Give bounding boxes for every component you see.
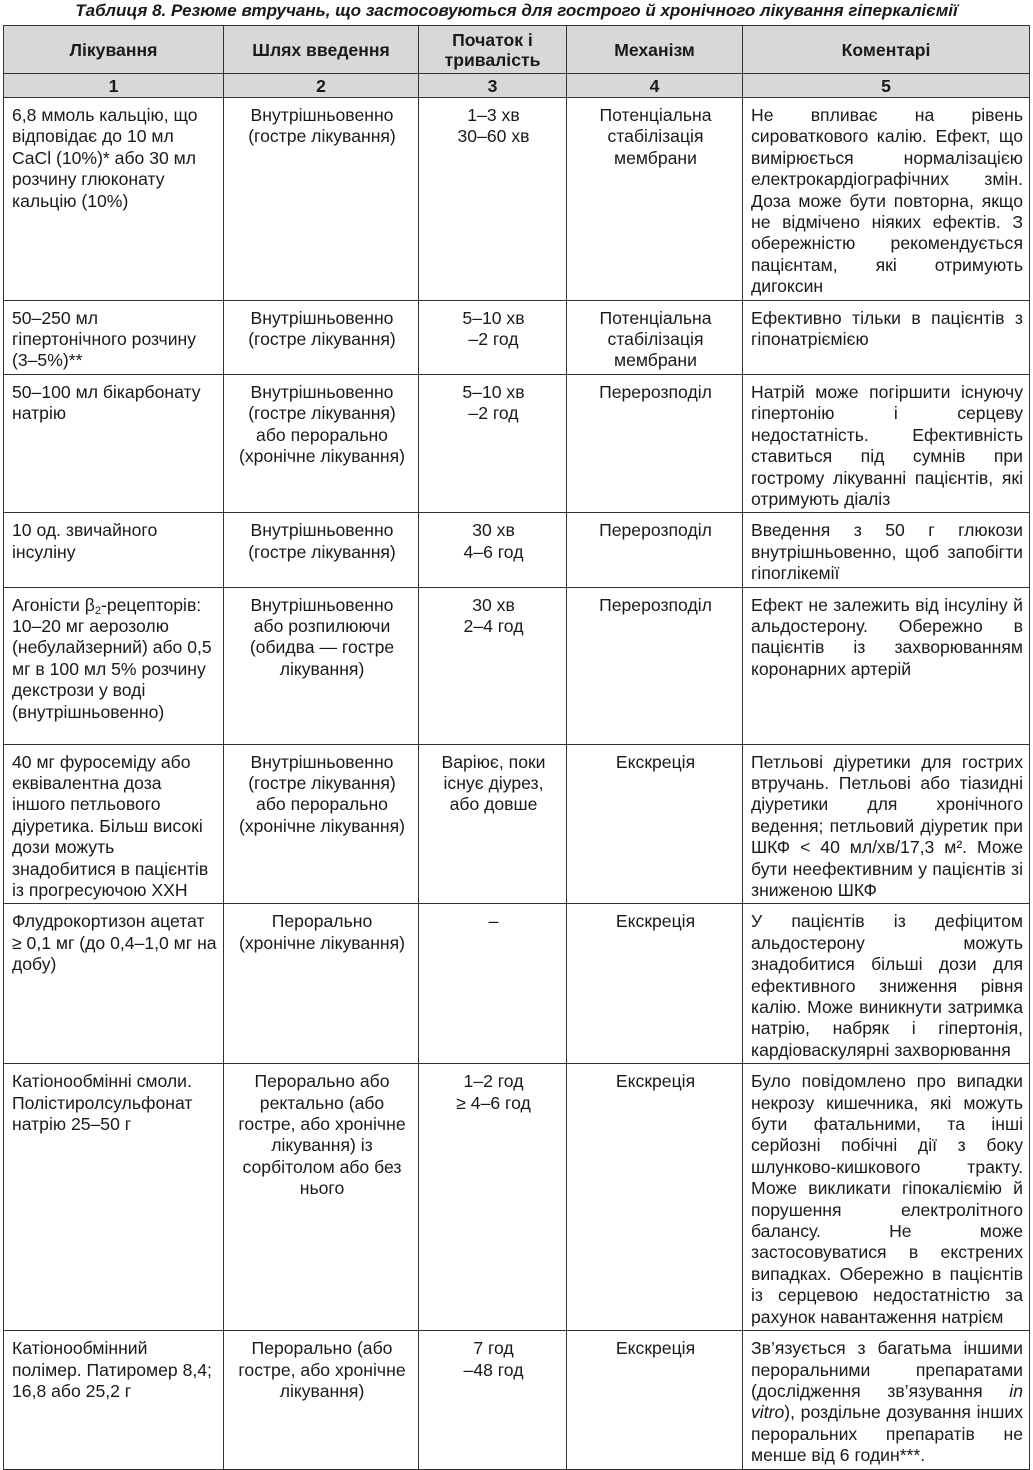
cell-mechanism: Перерозподіл [567,587,743,744]
header-treatment: Лікування [4,26,224,74]
treatment-text: Агоністи β [12,594,95,615]
cell-comment: У пацієнтів із дефіцитом альдостерону можуть знадобитися більші дози для ефективного зниження рівня калію. Може виникнути затримка натрію, набряк і гіпертонія, кардіоваскулярні захворювання [743,904,1030,1064]
cell-comment: Петльові діуретики для гострих втручань. Петльові або тіазидні діуретики для хронічного ведення; петльовий діуретик при ШКФ < 40 мл/хв/17,3 м². Може бути неефективним у пацієнтів зі зниженою ШКФ [743,744,1030,904]
header-mechanism: Механізм [567,26,743,74]
cell-route: Перорально (хронічне лікування) [224,904,419,1064]
cell-onset: 1–2 год ≥ 4–6 год [419,1064,567,1331]
cell-onset: 30 хв 2–4 год [419,587,567,744]
cell-comment: Не впливає на рівень сироваткового калію. Ефект, що вимірюється нормалізацією електрокардіографічних змін. Доза може бути повторна, якщо не відмічено ніяких ефектів. З обережністю рекомендується пацієнтам, які отримують дигоксин [743,98,1030,301]
cell-onset: Варіює, поки існує діурез, або довше [419,744,567,904]
cell-route: Перорально або ректально (або гостре, або хронічне лікування) із сорбітолом або без нього [224,1064,419,1331]
subscript: 2 [94,604,101,617]
column-number: 3 [419,74,567,98]
cell-comment: Натрій може погіршити існуючу гіпертонію і серцеву недостатність. Ефективність ставиться під сумнів при гострому лікуванні пацієнтів, які отримують діаліз [743,374,1030,512]
cell-onset: 7 год –48 год [419,1331,567,1469]
column-number-row [4,74,1030,98]
comment-text: Зв’язується з багатьма іншими пероральними препаратами (дослідження зв’язування [751,1338,1023,1401]
cell-onset: – [419,904,567,1064]
cell-route: Внутрішньовенно (гостре лікування) [224,300,419,374]
cell-comment: Було повідомлено про випадки некрозу кишечника, які можуть бути фатальними, та інші серйозні побічні дії з боку шлунково-кишкового тракту. Може викликати гіпокаліємію й порушення електролітного балансу. Не може застосовуватися в екстрених випадках. Обережно в пацієнтів із серцевою недостатністю за рахунок навантаження натрієм [743,1064,1030,1331]
cell-comment [743,1331,1030,1469]
cell-mechanism: Перерозподіл [567,513,743,587]
header-onset-duration: Початок і тривалість [419,26,567,74]
column-number: 4 [567,74,743,98]
table-row [4,300,1030,374]
cell-treatment [4,587,224,744]
cell-mechanism: Потенціальна стабілізація мембрани [567,300,743,374]
cell-onset: 5–10 хв –2 год [419,300,567,374]
table-caption: Таблиця 8. Резюме втручань, що застосовуються для гострого й хронічного лікування гіперкаліємії [75,1,958,20]
header-row [4,26,1030,74]
cell-onset: 5–10 хв –2 год [419,374,567,512]
table-row [4,374,1030,512]
cell-treatment: 6,8 ммоль кальцію, що відповідає до 10 мл CaCl (10%)* або 30 мл розчину глюконату кальцію (10%) [4,98,224,301]
cell-mechanism: Перерозподіл [567,374,743,512]
table-row [4,1064,1030,1331]
cell-comment: Ефективно тільки в пацієнтів з гіпонатріємією [743,300,1030,374]
cell-mechanism: Екскреція [567,1331,743,1469]
column-number: 2 [224,74,419,98]
column-number: 5 [743,74,1030,98]
cell-route: Внутрішньовенно (гостре лікування) або перорально (хронічне лікування) [224,744,419,904]
hyperkalemia-treatment-table [3,25,1030,1470]
cell-treatment: 10 од. звичайного інсуліну [4,513,224,587]
header-comments: Коментарі [743,26,1030,74]
cell-route: Внутрішньовенно (гостре лікування) [224,513,419,587]
table-row [4,98,1030,301]
cell-mechanism: Екскреція [567,744,743,904]
cell-onset: 1–3 хв 30–60 хв [419,98,567,301]
cell-mechanism: Потенціальна стабілізація мембрани [567,98,743,301]
cell-comment: Введення з 50 г глюкози внутрішньовенно, щоб запобігти гіпоглікемії [743,513,1030,587]
cell-route: Внутрішньовенно (гостре лікування) або перорально (хронічне лікування) [224,374,419,512]
cell-mechanism: Екскреція [567,904,743,1064]
cell-treatment: 50–250 мл гіпертонічного розчину (3–5%)** [4,300,224,374]
cell-route: Перорально (або гостре, або хронічне лікування) [224,1331,419,1469]
table-row [4,1331,1030,1469]
cell-onset: 30 хв 4–6 год [419,513,567,587]
column-number: 1 [4,74,224,98]
table-row [4,904,1030,1064]
cell-route: Внутрішньовенно або розпилюючи (обидва — гостре лікування) [224,587,419,744]
table-row [4,513,1030,587]
cell-mechanism: Екскреція [567,1064,743,1331]
cell-treatment: 40 мг фуросеміду або еквівалентна доза іншого петльового діуретика. Більш високі дози можуть знадобитися в пацієнтів із прогресуючою ХХН [4,744,224,904]
table-row [4,744,1030,904]
cell-comment: Ефект не залежить від інсуліну й альдостерону. Обережно в пацієнтів із захворюванням коронарних артерій [743,587,1030,744]
cell-treatment: 50–100 мл бікарбонату натрію [4,374,224,512]
italic-text: in vitro [751,1380,1023,1423]
cell-treatment: Катіонообмінний полімер. Патиромер 8,4; 16,8 або 25,2 г [4,1331,224,1469]
cell-route: Внутрішньовенно (гостре лікування) [224,98,419,301]
treatment-text: -рецепторів: 10–20 мг аерозолю (небулайзерний) або 0,5 мг в 100 мл 5% розчину декстрози у воді (внутрішньовенно) [12,594,212,722]
cell-treatment: Флудрокортизон ацетат ≥ 0,1 мг (до 0,4–1,0 мг на добу) [4,904,224,1064]
header-route: Шлях введення [224,26,419,74]
comment-text: ), роздільне дозування інших пероральних препаратів не менше від 6 годин***. [751,1402,1023,1466]
table-row [4,587,1030,744]
cell-treatment: Катіонообмінні смоли. Полістиролсульфонат натрію 25–50 г [4,1064,224,1331]
